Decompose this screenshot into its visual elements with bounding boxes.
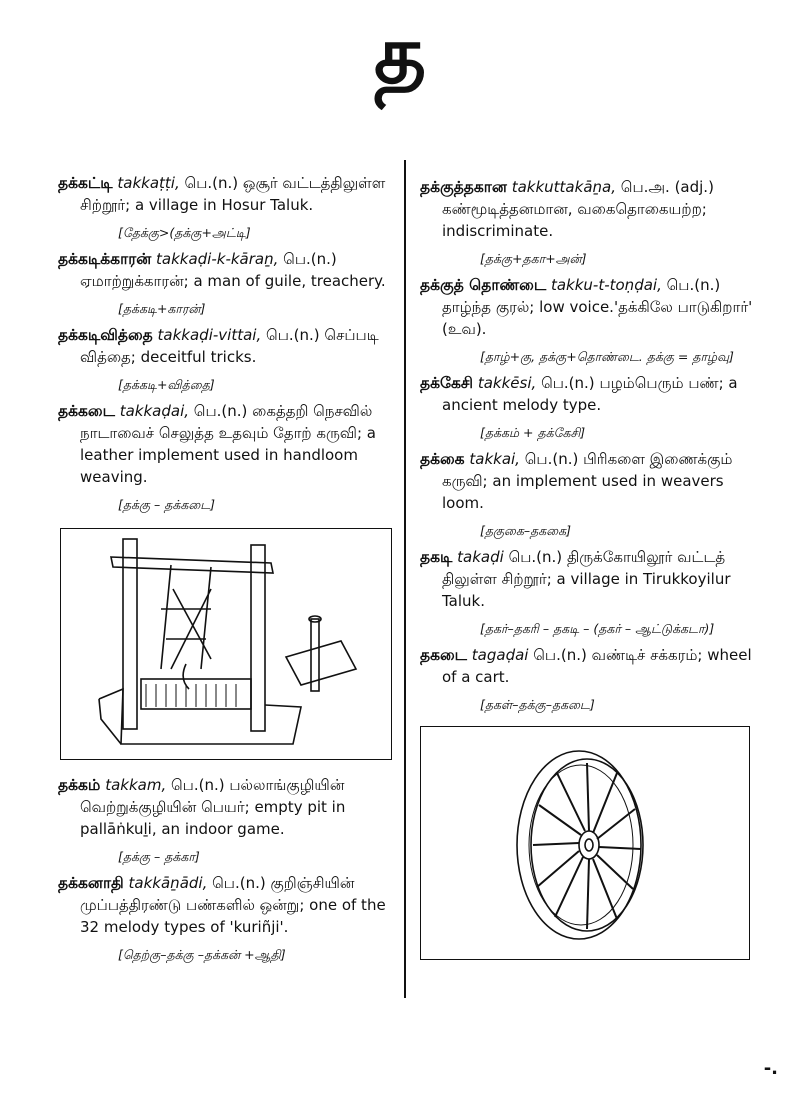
entry-etymology: [தக்கம் + தக்கேசி] <box>480 425 586 440</box>
shuttle-plate <box>286 641 356 685</box>
entry-definition: குறிஞ்சியின் முப்பத்திரண்டு பண்களில் ஒன்று; one of the 32 melody types of 'kuriñji'. <box>80 874 386 936</box>
entry-definition: ஏமாற்றுக்காரன்; a man of guile, treachery. <box>80 272 386 290</box>
dictionary-entry <box>58 248 396 318</box>
cart-wheel-icon <box>421 727 749 959</box>
loom-illustration <box>60 528 392 760</box>
entry-headword: தக்கனாதி <box>58 874 124 892</box>
entry-headword: தக்குத்தகான <box>420 178 507 196</box>
entry-grammar: பெ.(n.) <box>508 548 563 566</box>
dictionary-entry <box>420 176 758 268</box>
entry-body <box>420 372 758 416</box>
entry-transliteration: takkāṉādi, <box>128 874 208 892</box>
entry-grammar: பெ.(n.) <box>541 374 595 392</box>
loom-cords <box>161 565 211 669</box>
entry-body <box>58 774 396 840</box>
wheel-spokes <box>533 763 641 929</box>
entry-etymology: [தக்கு – தக்கா] <box>118 849 200 864</box>
entry-body <box>420 644 758 688</box>
entry-etymology: [தேக்கு>(தக்கு+அட்டி] <box>118 225 251 240</box>
loom-top-beam <box>111 557 273 573</box>
entry-body <box>420 546 758 612</box>
entry-transliteration: takkam, <box>105 776 167 794</box>
loom-reed-teeth <box>146 684 236 707</box>
entry-transliteration: takaḍi <box>457 548 504 566</box>
dictionary-entry <box>58 324 396 394</box>
entry-transliteration: takku-t-toṇḍai, <box>550 276 662 294</box>
dictionary-entry <box>58 872 396 964</box>
entry-definition: செப்படி வித்தை; deceitful tricks. <box>80 326 379 366</box>
entry-body <box>58 400 396 488</box>
entry-definition: கண்மூடித்தனமான, வகைதொகையற்ற; indiscriminate. <box>442 200 707 240</box>
entry-etymology: [தக்கு – தக்கடை] <box>118 497 216 512</box>
entry-body <box>420 274 758 340</box>
entry-etymology: [தகள்–தக்கு–தகடை] <box>480 697 595 712</box>
entry-definition: ஒசூர் வட்டத்திலுள்ள சிற்றூர்; a village in Hosur Taluk. <box>80 174 386 214</box>
entry-definition: பழம்பெரும் பண்; a ancient melody type. <box>442 374 738 414</box>
entry-body <box>420 176 758 242</box>
entry-body <box>420 448 758 514</box>
entry-definition: தாழ்ந்த குரல்; low voice.'தக்கிலே பாடுகிறார்' (உவ). <box>442 298 753 338</box>
entry-etymology: [தாழ்+கு, தக்கு+தொண்டை. தக்கு = தாழ்வு] <box>480 349 734 364</box>
left-column <box>58 172 396 970</box>
entry-body <box>58 248 396 292</box>
entry-transliteration: takkaḍi-k-kāraṉ, <box>156 250 279 268</box>
dictionary-entry <box>420 372 758 442</box>
entry-headword: தக்கை <box>420 450 465 468</box>
entry-grammar: பெ.(n.) <box>266 326 320 344</box>
entry-etymology: [தகர்–தகரி – தகடி – (தகர் – ஆட்டுக்கடா)] <box>480 621 715 636</box>
entry-etymology: [தகுகை–தககை] <box>480 523 571 538</box>
dictionary-entry <box>420 448 758 540</box>
loom-base <box>99 689 301 744</box>
entry-transliteration: takkaḍai, <box>119 402 190 420</box>
section-letter-heading: த <box>373 8 427 101</box>
entry-transliteration: tagaḍai <box>471 646 529 664</box>
entry-etymology: [தக்கு+தகா+அன்] <box>480 251 587 266</box>
entry-grammar: பெ.(n.) <box>193 402 248 420</box>
entry-transliteration: takkai, <box>469 450 520 468</box>
entry-etymology: [தக்கடி+வித்தை] <box>118 377 215 392</box>
entry-grammar: பெ.(n.) <box>283 250 337 268</box>
entry-body <box>58 872 396 938</box>
right-column <box>420 176 758 960</box>
wheel-axle-hole <box>585 839 593 851</box>
entry-etymology: [தெற்கு–தக்கு –தக்கன் +ஆதி] <box>118 947 286 962</box>
dictionary-entry <box>420 546 758 638</box>
entry-body <box>58 324 396 368</box>
entry-transliteration: takkaḍi-vittai, <box>157 326 262 344</box>
wheel-hub <box>579 831 599 859</box>
entry-headword: தக்கம் <box>58 776 101 794</box>
entry-headword: தக்கடை <box>58 402 115 420</box>
entry-headword: தக்கட்டி <box>58 174 113 192</box>
entry-definition: வண்டிச் சக்கரம்; wheel of a cart. <box>442 646 752 686</box>
dictionary-entry <box>420 274 758 366</box>
entry-headword: தக்கடிக்காரன் <box>58 250 152 268</box>
dictionary-entry <box>58 400 396 514</box>
dictionary-entry <box>58 172 396 242</box>
entry-grammar: பெ.(n.) <box>524 450 579 468</box>
entry-grammar: பெ.(n.) <box>212 874 266 892</box>
entry-grammar: பெ.(n.) <box>666 276 721 294</box>
entry-transliteration: takkēsi, <box>477 374 537 392</box>
entry-body <box>58 172 396 216</box>
entry-headword: தகடை <box>420 646 468 664</box>
entry-transliteration: takkaṭṭi, <box>117 174 180 192</box>
entry-definition: திருக்கோயிலூர் வட்டத் திலுள்ள சிற்றூர்; a village in Tirukkoyilur Taluk. <box>442 548 731 610</box>
entry-headword: தக்கடிவித்தை <box>58 326 153 344</box>
entry-definition: பல்லாங்குழியின் வெற்றுக்குழியின் பெயர்; empty pit in pallāṅkuḻi, an indoor game. <box>80 776 346 838</box>
entry-definition: பிரிகளை இணைக்கும் கருவி; an implement used in weavers loom. <box>442 450 733 512</box>
entry-grammar: பெ.(n.) <box>533 646 587 664</box>
entry-definition: கைத்தறி நெசவில் நாடாவைச் செலுத்த உதவும் தோற் கருவி; a leather implement used in handloom weaving. <box>80 402 376 486</box>
entry-grammar: பெ.(n.) <box>184 174 239 192</box>
entry-headword: தக்கேசி <box>420 374 474 392</box>
loom-base-side <box>99 699 121 744</box>
entry-transliteration: takkuttakāṉa, <box>511 178 616 196</box>
entry-etymology: [தக்கடி+காரன்] <box>118 301 206 316</box>
entry-headword: தக்குத் தொண்டை <box>420 276 547 294</box>
column-divider <box>404 160 406 998</box>
entry-grammar: பெ.அ. (adj.) <box>620 178 714 196</box>
page-corner-mark: -. <box>763 1058 778 1079</box>
entry-headword: தகடி <box>420 548 453 566</box>
dictionary-entry <box>58 774 396 866</box>
dictionary-entry <box>420 644 758 714</box>
entry-grammar: பெ.(n.) <box>171 776 225 794</box>
cart-wheel-illustration <box>420 726 750 960</box>
loom-drawing-icon <box>61 529 391 759</box>
